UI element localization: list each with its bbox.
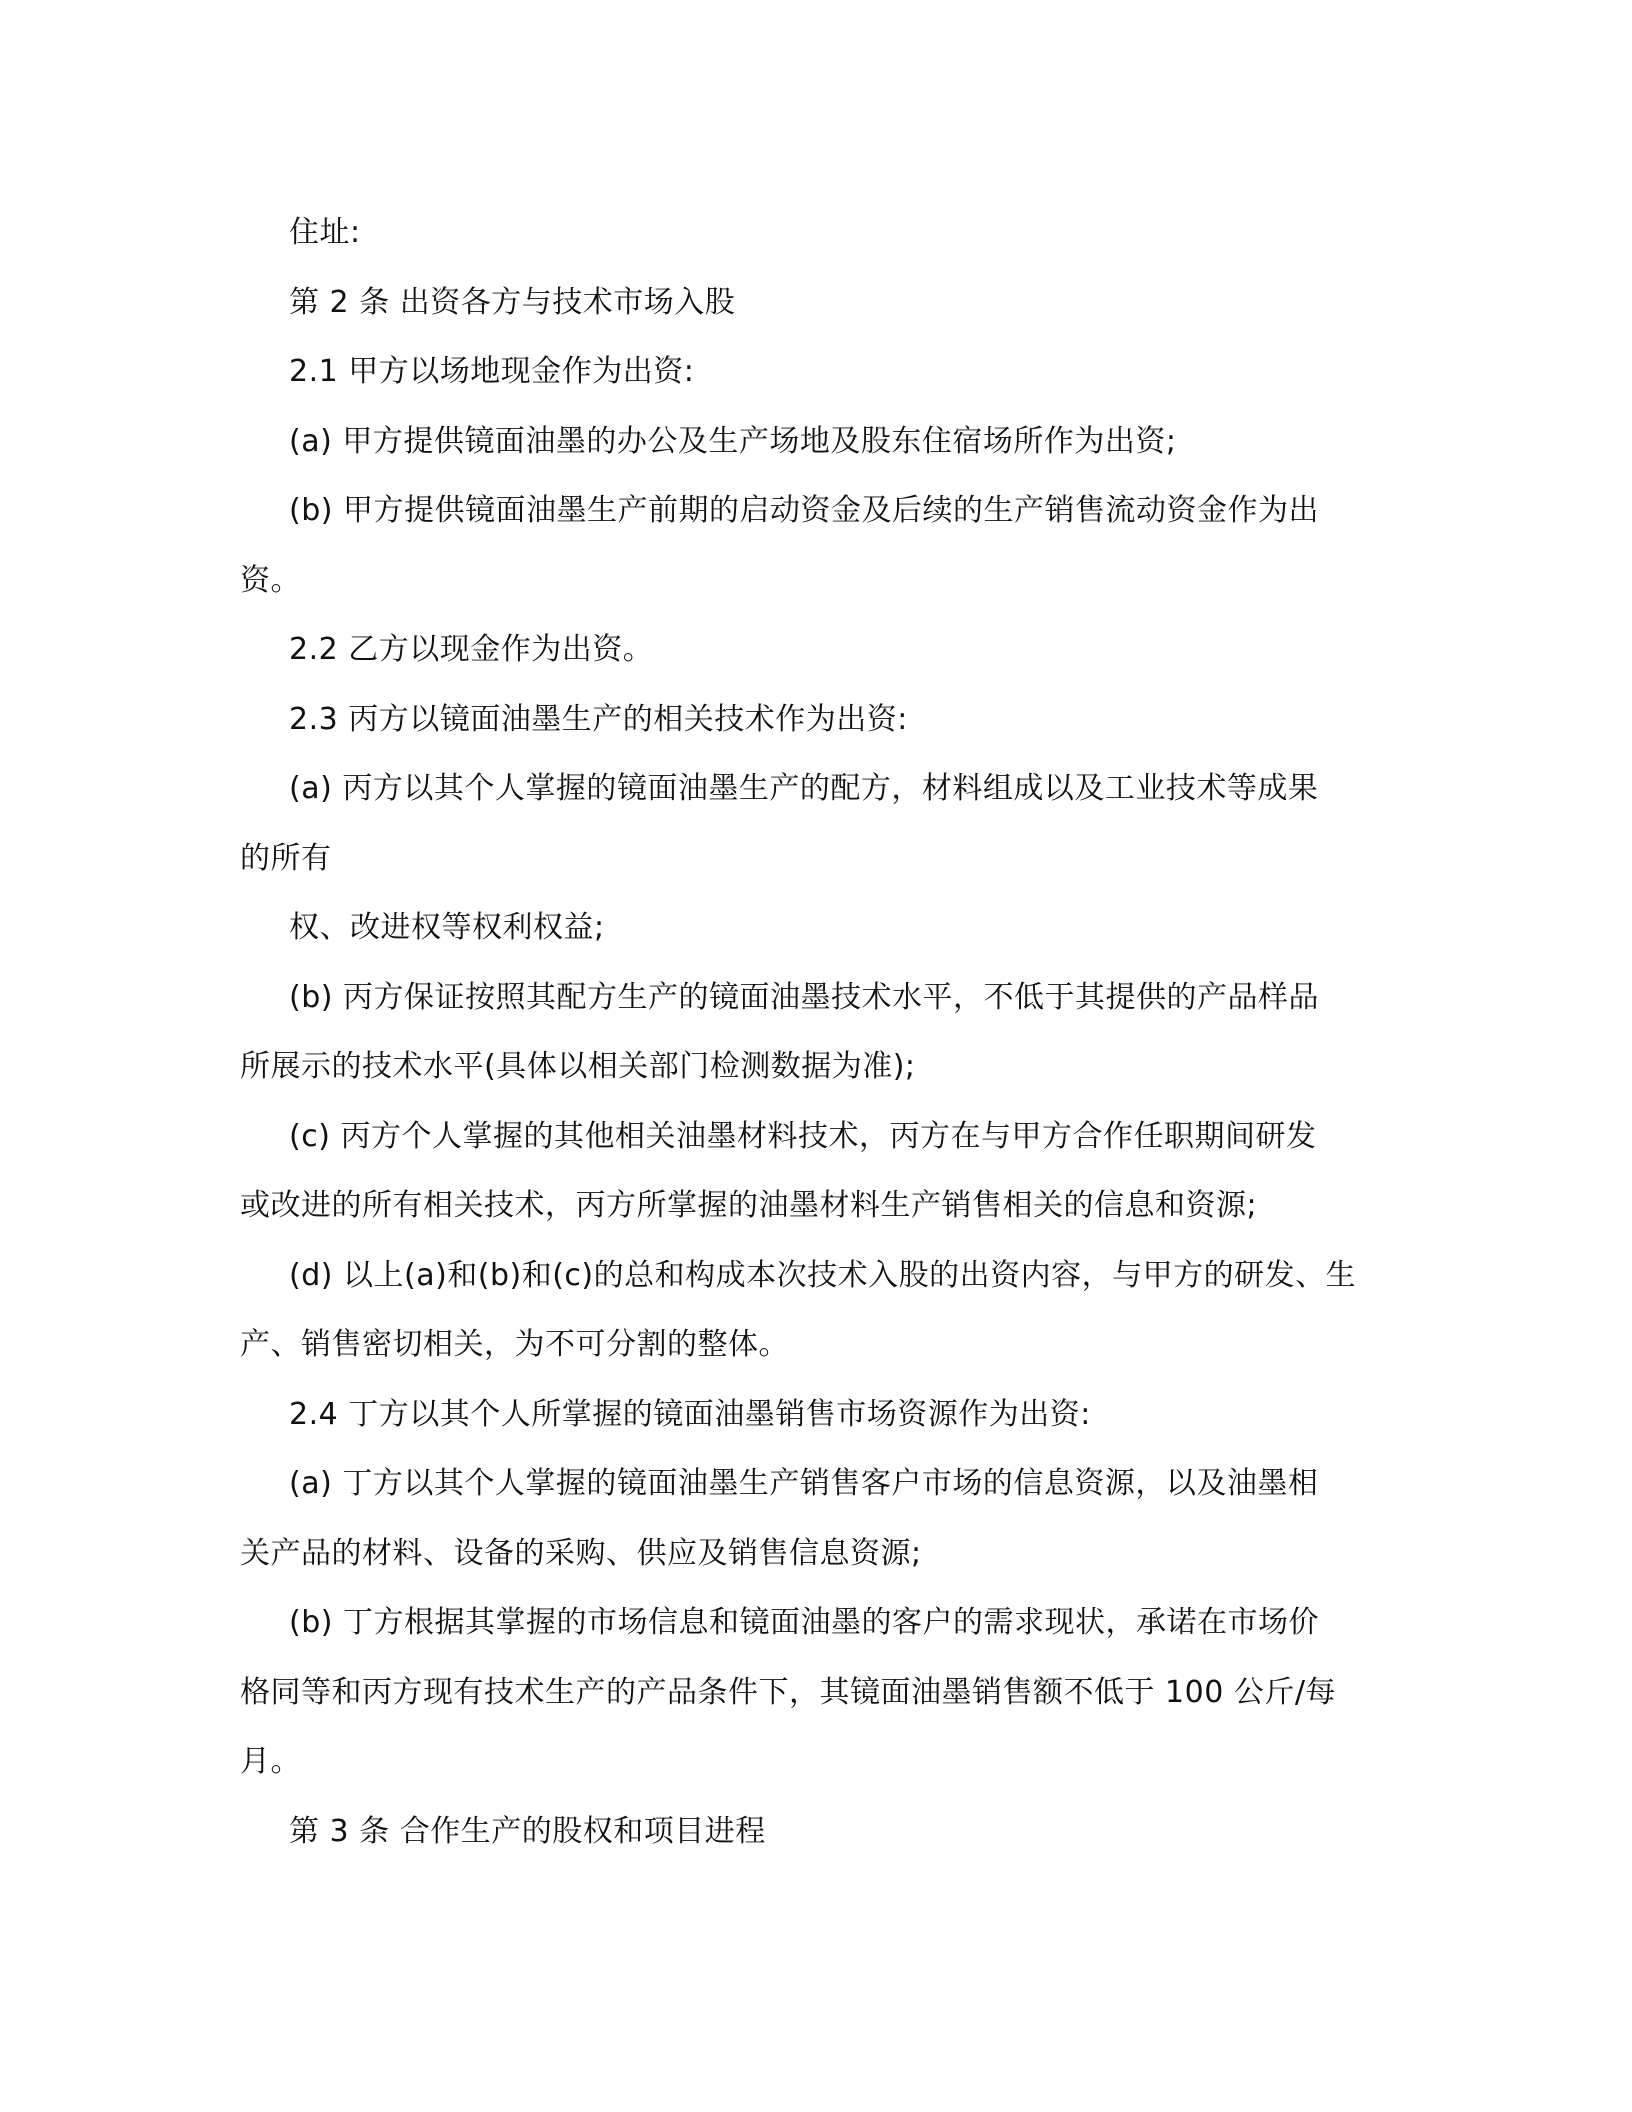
text-line: 第 2 条 出资各方与技术市场入股 xyxy=(289,284,736,320)
document-body xyxy=(240,198,1386,1866)
text-line: (b) 甲方提供镜面油墨生产前期的启动资金及后续的生产销售流动资金作为出 xyxy=(289,493,1319,528)
text-line: (a) 丁方以其个人掌握的镜面油墨生产销售客户市场的信息资源，以及油墨相 xyxy=(289,1466,1319,1501)
text-line: (c) 丙方个人掌握的其他相关油墨材料技术，丙方在与甲方合作任职期间研发 xyxy=(289,1118,1317,1154)
text-line: 关产品的材料、设备的采购、供应及销售信息资源; xyxy=(240,1535,922,1571)
text-line: (d) 以上(a)和(b)和(c)的总和构成本次技术入股的出资内容，与甲方的研发、生 xyxy=(289,1257,1357,1293)
text-line: 2.3 丙方以镜面油墨生产的相关技术作为出资: xyxy=(289,701,908,737)
text-line: 2.1 甲方以场地现金作为出资: xyxy=(289,354,695,389)
text-line: (b) 丙方保证按照其配方生产的镜面油墨技术水平，不低于其提供的产品样品 xyxy=(289,979,1319,1015)
text-line: 资。 xyxy=(240,562,301,598)
text-line: (b) 丁方根据其掌握的市场信息和镜面油墨的客户的需求现状，承诺在市场价 xyxy=(289,1605,1319,1640)
text-line: 权、改进权等权利权益; xyxy=(289,910,605,945)
text-line: 所展示的技术水平(具体以相关部门检测数据为准); xyxy=(240,1049,916,1084)
text-line: 住址: xyxy=(289,215,361,250)
text-line: (a) 甲方提供镜面油墨的办公及生产场地及股东住宿场所作为出资; xyxy=(289,423,1177,459)
text-line: 的所有 xyxy=(240,840,332,876)
text-line: 2.2 乙方以现金作为出资。 xyxy=(289,632,654,667)
text-line: 2.4 丁方以其个人所掌握的镜面油墨销售市场资源作为出资: xyxy=(289,1396,1091,1432)
text-line: 产、销售密切相关，为不可分割的整体。 xyxy=(240,1327,789,1362)
text-line: (a) 丙方以其个人掌握的镜面油墨生产的配方，材料组成以及工业技术等成果 xyxy=(289,771,1319,806)
text-line: 或改进的所有相关技术，丙方所掌握的油墨材料生产销售相关的信息和资源; xyxy=(240,1188,1258,1223)
text-line: 第 3 条 合作生产的股权和项目进程 xyxy=(289,1813,766,1849)
text-line: 月。 xyxy=(240,1744,301,1779)
text-line: 格同等和丙方现有技术生产的产品条件下，其镜面油墨销售额不低于 100 公斤/每 xyxy=(240,1674,1336,1710)
